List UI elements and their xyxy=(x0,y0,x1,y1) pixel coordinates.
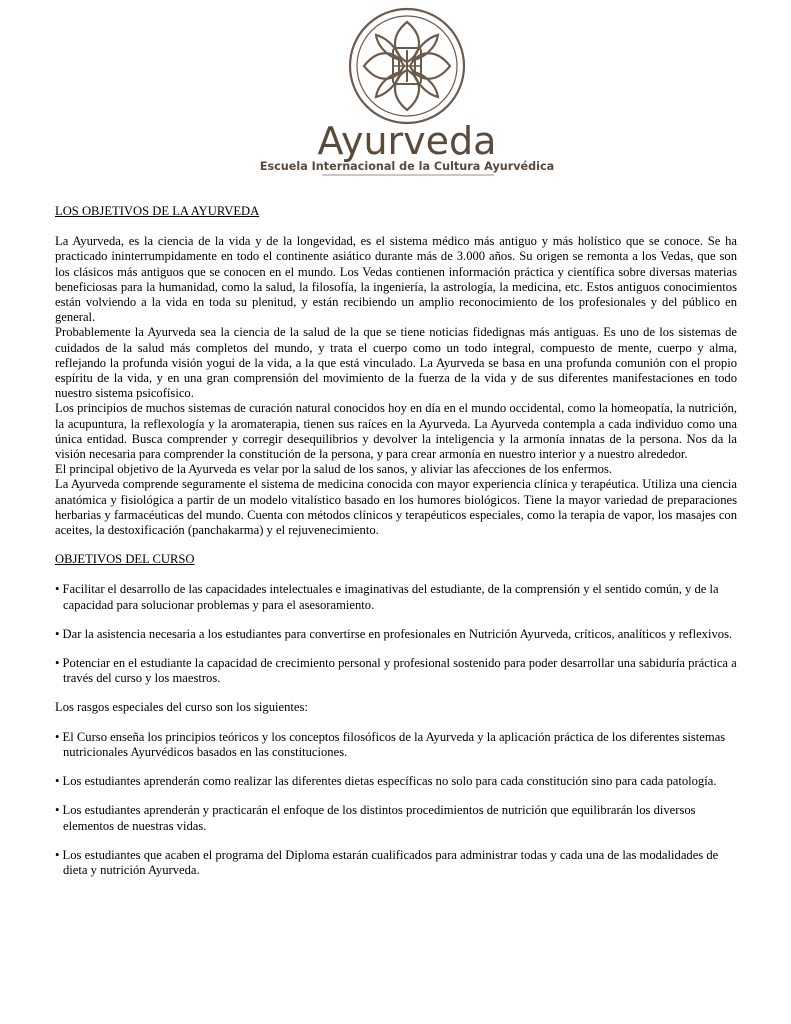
paragraph: La Ayurveda comprende seguramente el sistema de medicina conocida con mayor experiencia clínica y terapéutica. Utiliza una ciencia anatómica y fisiológica a partir de un modelo vitalístico basado en los humores biológicos. Tiene la mayor variedad de preparaciones herbarias y farmacéuticas del mundo. Cuenta con métodos clínicos y terapéuticos especiales, como la terapia de vapor, los masajes con aceites, la destoxificación (panchakarma) y el rejuvenecimiento. xyxy=(55,477,737,538)
features-intro: Los rasgos especiales del curso son los siguientes: xyxy=(55,700,308,715)
paragraph: La Ayurveda, es la ciencia de la vida y de la longevidad, es el sistema médico más antiguo y más holístico que se conoce. Se ha practicado ininterrumpidamente en todo el continente asiático durante más de 3.000 años. Su origen se remonta a los Vedas, que son los clásicos más antiguos que se conocen en el mundo. Los Vedas contienen información práctica y científica sobre diversas materias beneficiosas para la humanidad, como la salud, la filosofía, la ingeniería, la astrología, la medicina, etc. Estos antiguos conocimientos están volviendo a la vida en toda su plenitud, y están recibiendo un amplio reconocimiento de los profesionales y del público en general. xyxy=(55,234,737,325)
feature-item: • Los estudiantes aprenderán y practicarán el enfoque de los distintos procedimientos de nutrición que equilibrarán los diversos elementos de nuestras vidas. xyxy=(55,803,696,833)
logo-brand-text: Ayurveda xyxy=(317,119,497,163)
logo-tagline-text: Escuela Internacional de la Cultura Ayurvédica xyxy=(259,160,555,173)
school-logo xyxy=(259,2,555,180)
objective-item: • Dar la asistencia necesaria a los estudiantes para convertirse en profesionales en Nutrición Ayurveda, críticos, analíticos y reflexivos. xyxy=(55,626,733,641)
paragraph: Probablemente la Ayurveda sea la ciencia de la salud de la que se tiene noticias fidedignas más antiguas. Es uno de los sistemas de cuidados de la salud más completos del mundo, y trata el cuerpo como un todo integral, compuesto de mente, cuerpo y alma, reflejando la profunda visión yogui de la vida, a la que está vinculado. La Ayurveda se basa en una profunda comunión con el propio espíritu de la vida, y en una gran comprensión del movimiento de la fuerza de la vida y de sus diferentes manifestaciones en todo nuestro sistema psicofísico. xyxy=(55,325,737,401)
section-heading-objetivos-ayurveda: LOS OBJETIVOS DE LA AYURVEDA xyxy=(55,204,260,218)
feature-item: • Los estudiantes que acaben el programa del Diploma estarán cualificados para administrar todas y cada una de las modalidades de dieta y nutrición Ayurveda. xyxy=(55,847,719,877)
feature-item: • Los estudiantes aprenderán como realizar las diferentes dietas específicas no solo para cada constitución sino para cada patología. xyxy=(55,774,717,789)
ayurveda-emblem-icon xyxy=(259,2,555,180)
document-body xyxy=(55,204,737,878)
feature-item: • El Curso enseña los principios teóricos y los conceptos filosóficos de la Ayurveda y la aplicación práctica de los diferentes sistemas nutricionales Ayurvédicos basados en las constituciones. xyxy=(55,729,726,759)
paragraph: Los principios de muchos sistemas de curación natural conocidos hoy en día en el mundo occidental, como la homeopatía, la nutrición, la acupuntura, la reflexología y la aromaterapia, tienen sus raíces en la Ayurveda. La Ayurveda contempla a cada individuo como una única entidad. Busca comprender y corregir desequilibrios y devolver la inteligencia y la armonía innatas de la persona. Nos da la visión necesaria para comprender la constitución de la persona, y para crear armonía en nuestro interior y a nuestro alrededor. xyxy=(55,401,737,462)
section-heading-objetivos-curso: OBJETIVOS DEL CURSO xyxy=(55,552,195,567)
paragraph: El principal objetivo de la Ayurveda es velar por la salud de los sanos, y aliviar las afecciones de los enfermos. xyxy=(55,462,612,477)
objective-item: • Potenciar en el estudiante la capacidad de crecimiento personal y profesional sostenido para poder desarrollar una sabiduría práctica a través del curso y los maestros. xyxy=(55,656,737,686)
objective-item: • Facilitar el desarrollo de las capacidades intelectuales e imaginativas del estudiante, de la comprensión y el sentido común, y de la capacidad para solucionar problemas y para el asesoramiento. xyxy=(55,582,719,612)
